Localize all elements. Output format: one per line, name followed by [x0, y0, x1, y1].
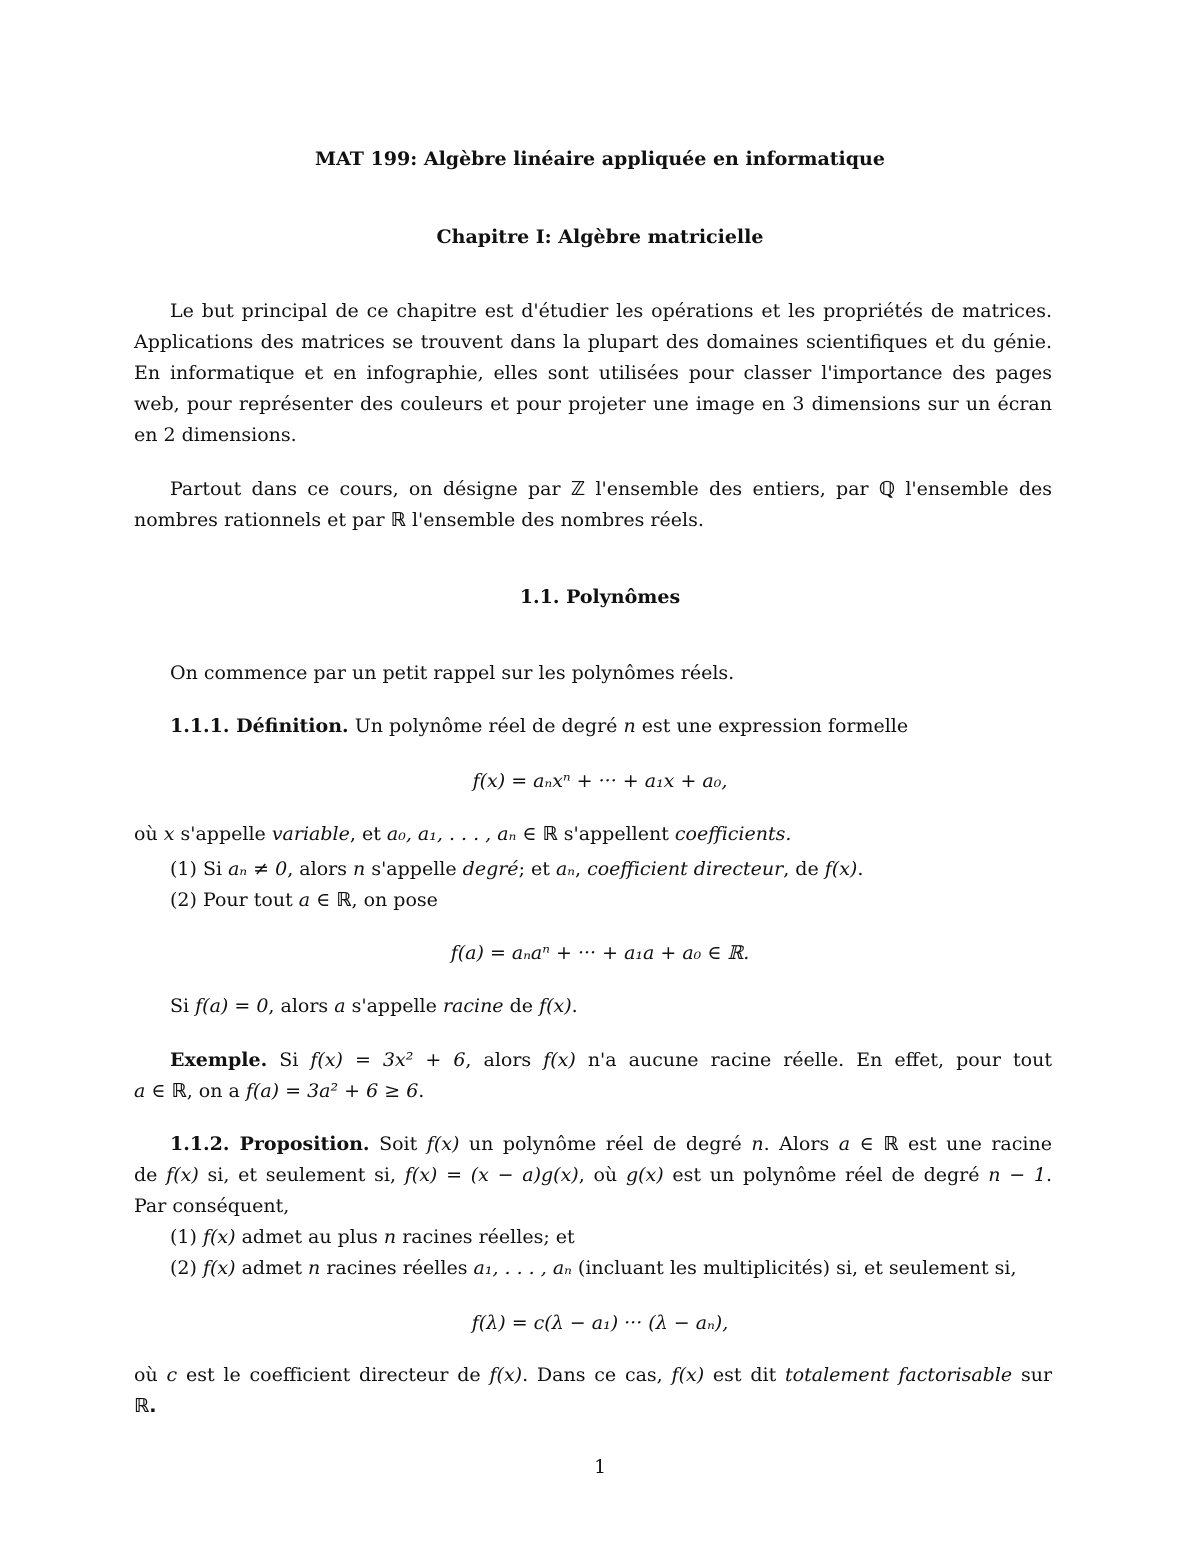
- sets-paragraph: [134, 474, 1052, 536]
- intro-line: Le but principal de ce chapitre est d'étudier les opérations et les propriétés de matrices.: [170, 300, 1052, 322]
- intro-line: Applications des matrices se trouvent dans la plupart des domaines scientifiques et du génie.: [134, 331, 1052, 353]
- definition-item-1: (1) Si aₙ ≠ 0, alors n s'appelle degré; et aₙ, coefficient directeur, de f(x).: [170, 858, 864, 880]
- document-title: MAT 199: Algèbre linéaire appliquée en informatique: [315, 148, 885, 170]
- equation-polynomial: f(x) = aₙxⁿ + ··· + a₁x + a₀,: [472, 770, 728, 792]
- definition-line: 1.1.1. Définition. Un polynôme réel de degré n est une expression formelle: [170, 715, 909, 737]
- intro-line: En informatique et en infographie, elles sont utilisées pour classer l'importance des pages: [134, 362, 1052, 384]
- chapter-title: Chapitre I: Algèbre matricielle: [436, 226, 764, 248]
- proposition-line-3: Par conséquent,: [134, 1195, 290, 1217]
- intro-paragraph: [134, 296, 1052, 451]
- rationals-symbol: ℚ: [878, 478, 896, 500]
- equation-factorization: f(λ) = c(λ − a₁) ··· (λ − aₙ),: [471, 1312, 729, 1334]
- conclusion-paragraph: [134, 1360, 1052, 1422]
- rappel-text: On commence par un petit rappel sur les polynômes réels.: [170, 662, 735, 684]
- conclusion-line-1: où c est le coefficient directeur de f(x). Dans ce cas, f(x) est dit totalement factorisable sur: [134, 1364, 1053, 1386]
- definition-heading: 1.1.1. Définition.: [170, 715, 349, 737]
- proposition-item-1: (1) f(x) admet au plus n racines réelles; et: [170, 1226, 575, 1248]
- sets-line-1: Partout dans ce cours, on désigne par ℤ l'ensemble des entiers, par ℚ l'ensemble des: [170, 478, 1053, 500]
- proposition-line-2: de f(x) si, et seulement si, f(x) = (x − a)g(x), où g(x) est un polynôme réel de degré n − 1.: [134, 1164, 1053, 1186]
- definition-item-2: (2) Pour tout a ∈ ℝ, on pose: [170, 889, 438, 911]
- proposition-item-2: (2) f(x) admet n racines réelles a₁, . . . , aₙ (incluant les multiplicités) si, et seulement si,: [170, 1257, 1017, 1279]
- intro-line: en 2 dimensions.: [134, 424, 297, 446]
- example-heading: Exemple.: [170, 1049, 268, 1071]
- proposition-paragraph: [134, 1129, 1052, 1222]
- example-line-1: Exemple. Si f(x) = 3x² + 6, alors f(x) n'a aucune racine réelle. En effet, pour tout: [170, 1049, 1052, 1071]
- conclusion-line-2: ℝ.: [134, 1395, 157, 1417]
- variable-line: où x s'appelle variable, et a₀, a₁, . . . , aₙ ∈ ℝ s'appellent coefficients.: [134, 823, 792, 845]
- proposition-heading: 1.1.2. Proposition.: [170, 1133, 370, 1155]
- reals-symbol: ℝ: [390, 509, 406, 531]
- equation-evaluation: f(a) = aₙaⁿ + ··· + a₁a + a₀ ∈ ℝ.: [450, 942, 750, 964]
- integers-symbol: ℤ: [570, 478, 586, 500]
- example-line-2: a ∈ ℝ, on a f(a) = 3a² + 6 ≥ 6.: [134, 1080, 425, 1102]
- section-title: 1.1. Polynômes: [519, 586, 681, 608]
- sets-line-2: nombres rationnels et par ℝ l'ensemble des nombres réels.: [134, 509, 704, 531]
- proposition-line-1: 1.1.2. Proposition. Soit f(x) un polynôme réel de degré n. Alors a ∈ ℝ est une racine: [170, 1133, 1052, 1155]
- example-paragraph: [134, 1045, 1052, 1107]
- page-number: 1: [593, 1456, 607, 1478]
- root-definition-line: Si f(a) = 0, alors a s'appelle racine de f(x).: [170, 995, 578, 1017]
- intro-line: web, pour représenter des couleurs et pour projeter une image en 3 dimensions sur un écran: [134, 393, 1052, 415]
